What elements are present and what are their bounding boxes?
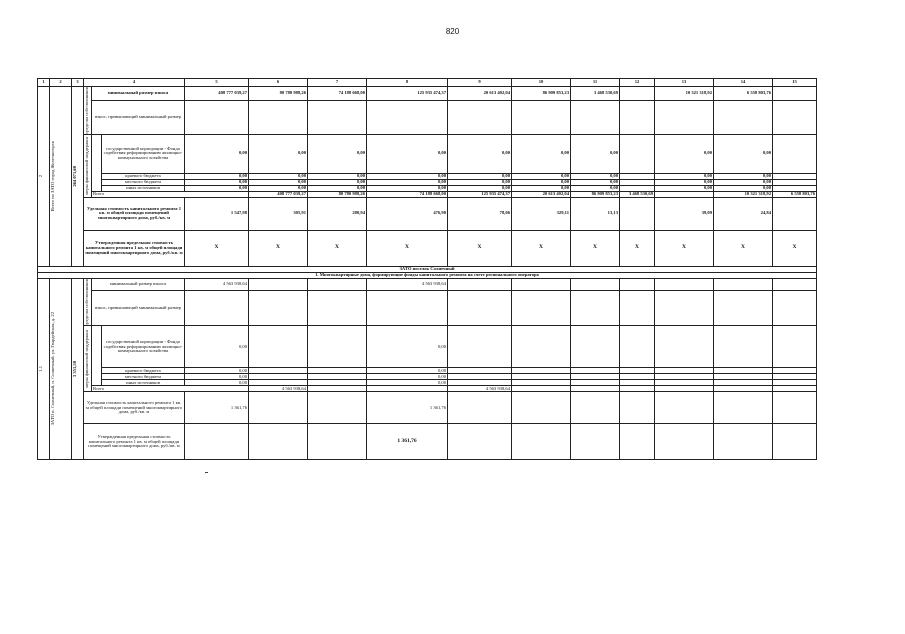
value-cell: X <box>655 230 714 266</box>
value-cell: 0,00 <box>571 134 620 173</box>
value-cell: 86 909 853,23 <box>512 87 571 101</box>
value-cell: 0,00 <box>308 179 367 185</box>
value-cell <box>308 100 367 134</box>
value-cell: 0,00 <box>655 173 714 179</box>
value-cell: 0,00 <box>249 134 308 173</box>
value-cell <box>448 100 512 134</box>
row-label: Всего <box>92 386 249 392</box>
value-cell <box>620 424 655 460</box>
value-cell: 476,90 <box>367 197 448 230</box>
row-label: краевого бюджета <box>102 173 185 179</box>
value-cell: 3 468 530,69 <box>571 87 620 101</box>
value-cell <box>308 424 367 460</box>
value-cell <box>249 278 308 290</box>
row-label: краевого бюджета <box>102 368 185 374</box>
value-cell: 125 935 474,37 <box>448 191 512 197</box>
value-cell: 0,00 <box>367 185 448 191</box>
row-label: государственной корпорации - Фонда содействия реформированию жилищно-коммунального хозяйства <box>102 134 185 173</box>
value-cell: 6 558 803,76 <box>714 87 773 101</box>
group-financial-support-text: меры финансовой поддержки <box>84 330 89 388</box>
value-cell: 0,00 <box>308 173 367 179</box>
value-cell <box>512 100 571 134</box>
value-cell: 0,00 <box>367 326 448 368</box>
row-label: местного бюджета <box>102 179 185 185</box>
value-cell: 408 777 039,27 <box>249 191 308 197</box>
value-cell <box>308 326 367 368</box>
value-cell: 1 361,76 <box>367 392 448 424</box>
value-cell <box>448 424 512 460</box>
value-cell: 0,00 <box>185 374 249 380</box>
block1-row-fund <box>38 134 817 173</box>
header-cell: 12 <box>620 79 655 87</box>
row-label: иных источников <box>102 380 185 386</box>
block2-row-lim <box>38 424 817 460</box>
row-label: Утвержденная предельная стоимость капитального ремонта 1 кв. м общей площади помещений многоквартирного дома, руб./кв. м <box>84 424 185 460</box>
value-cell: 80 780 988,26 <box>249 87 308 101</box>
value-cell: 4 563 938,64 <box>249 386 308 392</box>
value-cell: 0,00 <box>308 185 367 191</box>
value-cell <box>571 290 620 326</box>
value-cell <box>773 278 817 290</box>
value-cell <box>714 326 773 368</box>
value-cell: 13,13 <box>571 197 620 230</box>
value-cell <box>571 424 620 460</box>
value-cell: 0,00 <box>185 368 249 374</box>
address <box>50 278 72 460</box>
spacer-cell <box>92 326 102 386</box>
value-cell <box>655 424 714 460</box>
value-cell: 0,00 <box>185 179 249 185</box>
group-own-funds <box>84 87 92 135</box>
value-cell <box>571 392 620 424</box>
value-cell <box>249 392 308 424</box>
value-cell <box>249 424 308 460</box>
value-cell <box>655 290 714 326</box>
value-cell: 4 563 938,64 <box>367 278 448 290</box>
value-cell: X <box>308 230 367 266</box>
block2-row-min <box>38 278 817 290</box>
value-cell <box>620 278 655 290</box>
header-cell: 9 <box>448 79 512 87</box>
row-label: взнос, превышающий минимальный размер <box>92 100 185 134</box>
value-cell <box>512 290 571 326</box>
value-cell: X <box>185 230 249 266</box>
header-cell: 5 <box>185 79 249 87</box>
block1-row-min <box>38 87 817 101</box>
header-cell: 1 <box>38 79 50 87</box>
value-cell: 0,00 <box>367 134 448 173</box>
value-cell <box>512 424 571 460</box>
value-cell: 3 468 530,69 <box>620 191 655 197</box>
value-cell <box>714 392 773 424</box>
total-area <box>72 87 84 267</box>
stray-mark <box>205 472 208 473</box>
value-cell: 408 777 039,27 <box>185 87 249 101</box>
block1-row-over <box>38 100 817 134</box>
value-cell: 74 188 668,00 <box>308 87 367 101</box>
value-cell <box>620 134 655 173</box>
value-cell: X <box>620 230 655 266</box>
value-cell: 20 613 402,04 <box>512 191 571 197</box>
block2-row-over <box>38 290 817 326</box>
value-cell: 0,00 <box>185 380 249 386</box>
value-cell: 10 321 318,92 <box>714 191 773 197</box>
value-cell <box>185 424 249 460</box>
value-cell: 0,00 <box>571 185 620 191</box>
value-cell: 0,00 <box>714 134 773 173</box>
value-cell: 20 613 402,04 <box>448 87 512 101</box>
header-cell: 7 <box>308 79 367 87</box>
value-cell: 0,00 <box>448 173 512 179</box>
value-cell: 0,00 <box>512 179 571 185</box>
value-cell <box>512 326 571 368</box>
value-cell: 125 935 474,37 <box>367 87 448 101</box>
value-cell <box>620 100 655 134</box>
spacer-cell <box>92 134 102 191</box>
value-cell <box>773 100 817 134</box>
block1-row-lim <box>38 230 817 266</box>
value-cell <box>512 278 571 290</box>
header-row <box>38 79 817 87</box>
value-cell: X <box>448 230 512 266</box>
address-text: Всего по ЗАТО город Железногорск <box>50 141 55 212</box>
value-cell: 329,11 <box>512 197 571 230</box>
header-cell: 13 <box>655 79 714 87</box>
value-cell <box>620 197 655 230</box>
row-number-text: 2 <box>38 175 43 178</box>
value-cell <box>448 278 512 290</box>
value-cell: 0,00 <box>448 179 512 185</box>
row-label: местного бюджета <box>102 374 185 380</box>
value-cell: 0,00 <box>512 134 571 173</box>
value-cell: 0,00 <box>448 185 512 191</box>
row-label: минимальный размер взноса <box>92 87 185 101</box>
page-number: 820 <box>445 27 460 36</box>
header-cell: 2 <box>50 79 72 87</box>
value-cell: 0,00 <box>655 179 714 185</box>
value-cell: 39,09 <box>655 197 714 230</box>
value-cell: X <box>367 230 448 266</box>
group-own-funds-text: средства собственников <box>84 278 89 326</box>
value-cell <box>367 290 448 326</box>
group-own-funds <box>84 278 92 326</box>
value-cell <box>773 326 817 368</box>
header-cell: 8 <box>367 79 448 87</box>
row-label: минимальный размер взноса <box>92 278 185 290</box>
value-cell: 280,94 <box>308 197 367 230</box>
value-cell: 0,00 <box>367 380 448 386</box>
value-cell: 0,00 <box>185 134 249 173</box>
value-cell: 0,00 <box>249 173 308 179</box>
address <box>50 87 72 267</box>
value-cell <box>773 392 817 424</box>
value-cell: 4 563 938,64 <box>185 278 249 290</box>
value-cell: 0,00 <box>367 173 448 179</box>
value-cell: X <box>249 230 308 266</box>
value-cell <box>655 278 714 290</box>
row-label: Всего <box>92 191 249 197</box>
value-cell: 0,00 <box>512 173 571 179</box>
block2-row-fund <box>38 326 817 368</box>
value-cell: 0,00 <box>655 185 714 191</box>
value-cell: 0,00 <box>714 185 773 191</box>
row-label: государственной корпорации - Фонда содействия реформированию жилищно-коммунального хозяйства <box>102 326 185 368</box>
group-financial-support <box>84 326 92 392</box>
value-cell <box>308 290 367 326</box>
row-label: иных источников <box>102 185 185 191</box>
value-cell <box>571 100 620 134</box>
value-cell <box>655 326 714 368</box>
value-cell <box>773 424 817 460</box>
value-cell: 0,00 <box>249 185 308 191</box>
value-cell: 0,00 <box>512 185 571 191</box>
header-cell: 4 <box>84 79 185 87</box>
value-cell <box>448 290 512 326</box>
row-label: Утвержденная предельная стоимость капитального ремонта 1 кв. м общей площади помещений многоквартирного дома, руб./кв. м <box>84 230 185 266</box>
capital-repair-table <box>37 78 817 460</box>
row-label: Удельная стоимость капитального ремонта 1 кв. м общей площади помещений многоквартирного дома, руб./кв. м <box>84 197 185 230</box>
row-number <box>38 278 50 460</box>
value-cell <box>185 290 249 326</box>
value-cell: 1 361,76 <box>367 424 448 460</box>
value-cell <box>249 290 308 326</box>
value-cell: 6 558 803,76 <box>773 191 817 197</box>
value-cell: 10 321 318,92 <box>655 87 714 101</box>
value-cell: X <box>773 230 817 266</box>
value-cell <box>620 326 655 368</box>
group-financial-support-text: меры финансовой поддержки <box>84 136 89 195</box>
header-cell: 11 <box>571 79 620 87</box>
value-cell <box>655 100 714 134</box>
row-label: Удельная стоимость капитального ремонта 1 кв. м общей площади помещений многоквартирного дома, руб./кв. м <box>84 392 185 424</box>
value-cell: X <box>571 230 620 266</box>
value-cell: 0,00 <box>367 368 448 374</box>
value-cell <box>308 278 367 290</box>
value-cell: 4 563 938,64 <box>448 386 512 392</box>
value-cell <box>448 326 512 368</box>
value-cell: 0,00 <box>714 173 773 179</box>
value-cell <box>571 278 620 290</box>
value-cell: 24,84 <box>714 197 773 230</box>
value-cell: 0,00 <box>367 374 448 380</box>
value-cell: 0,00 <box>571 179 620 185</box>
section-title: ЗАТО поселок Солнечный <box>38 266 817 272</box>
value-cell <box>714 290 773 326</box>
value-cell: 1 547,98 <box>185 197 249 230</box>
value-cell <box>773 134 817 173</box>
value-cell: 0,00 <box>308 134 367 173</box>
value-cell <box>714 424 773 460</box>
value-cell: X <box>714 230 773 266</box>
group-financial-support <box>84 134 92 197</box>
value-cell: 0,00 <box>185 185 249 191</box>
row-label: взнос, превышающий минимальный размер <box>92 290 185 326</box>
value-cell <box>714 100 773 134</box>
value-cell <box>249 100 308 134</box>
value-cell: 78,06 <box>448 197 512 230</box>
value-cell <box>773 197 817 230</box>
value-cell <box>655 392 714 424</box>
block2-row-spec <box>38 392 817 424</box>
header-cell: 10 <box>512 79 571 87</box>
value-cell: 0,00 <box>185 173 249 179</box>
header-cell: 15 <box>773 79 817 87</box>
subsection-title: 1. Многоквартирные дома, формирующие фонды капитального ремонта на счете регионального оператора <box>38 272 817 278</box>
value-cell: 1 361,76 <box>185 392 249 424</box>
value-cell: 0,00 <box>571 173 620 179</box>
total-area-text: 264 071,60 <box>72 166 77 187</box>
value-cell: X <box>512 230 571 266</box>
value-cell: 0,00 <box>448 134 512 173</box>
value-cell <box>512 392 571 424</box>
value-cell <box>249 326 308 368</box>
value-cell <box>773 87 817 101</box>
group-own-funds-text: средства собственников <box>84 87 89 134</box>
value-cell <box>773 290 817 326</box>
value-cell: 80 780 988,26 <box>308 191 367 197</box>
header-cell: 3 <box>72 79 84 87</box>
total-area <box>72 278 84 460</box>
value-cell <box>620 87 655 101</box>
value-cell <box>308 392 367 424</box>
value-cell: 0,00 <box>655 134 714 173</box>
value-cell: 86 909 853,23 <box>571 191 620 197</box>
header-cell: 6 <box>249 79 308 87</box>
value-cell: 0,00 <box>714 179 773 185</box>
header-cell: 14 <box>714 79 773 87</box>
value-cell: 305,91 <box>249 197 308 230</box>
value-cell <box>367 100 448 134</box>
value-cell <box>714 278 773 290</box>
value-cell: 74 188 668,00 <box>367 191 448 197</box>
value-cell <box>448 392 512 424</box>
block1-row-spec <box>38 197 817 230</box>
value-cell <box>620 290 655 326</box>
value-cell <box>571 326 620 368</box>
address-text: ЗАТО п. Солнечный, п. Солнечный, ул. Гвардейская, д. 22 <box>50 312 55 426</box>
value-cell: 0,00 <box>367 179 448 185</box>
value-cell <box>620 392 655 424</box>
value-cell <box>185 100 249 134</box>
total-area-text: 3 351,50 <box>72 361 77 378</box>
value-cell: 0,00 <box>185 326 249 368</box>
row-number <box>38 87 50 267</box>
row-number-text: 1.1 <box>38 366 43 372</box>
value-cell: 0,00 <box>249 179 308 185</box>
